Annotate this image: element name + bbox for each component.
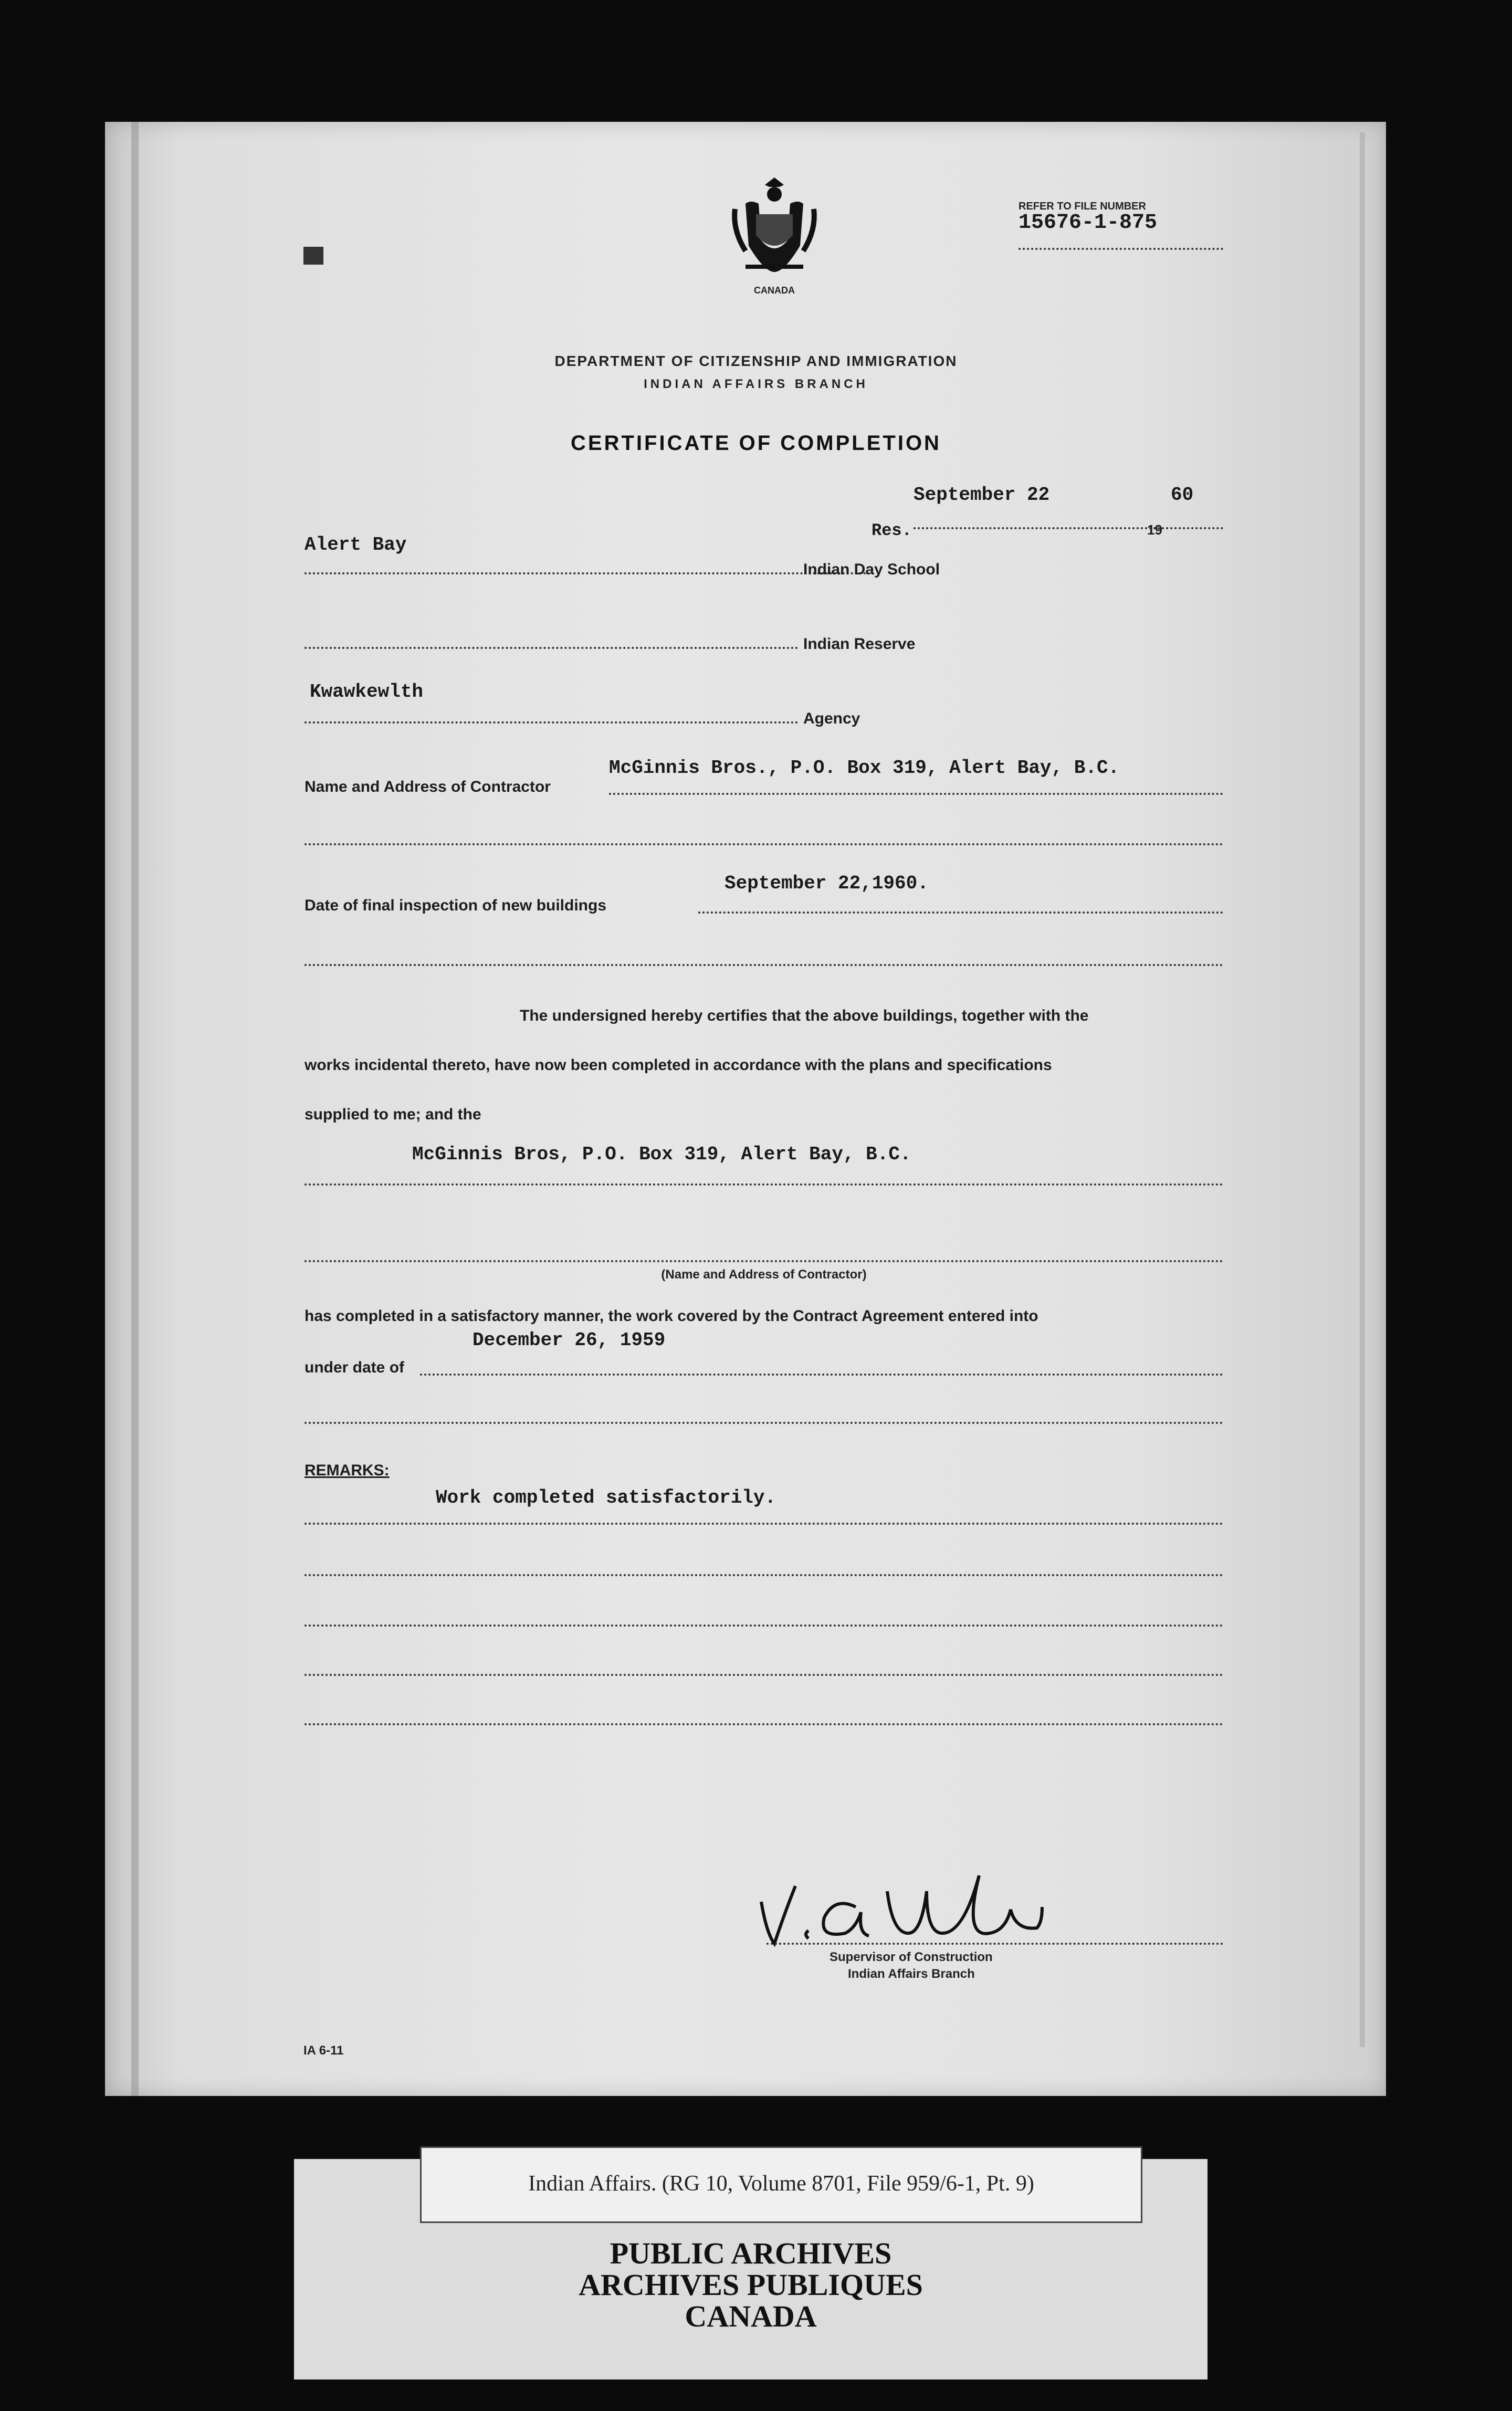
inspection-value: September 22,1960. [724,873,929,894]
date-year: 60 [1171,484,1194,506]
ink-blot [303,247,323,265]
contractor-line-2 [304,843,1223,845]
school-line [304,572,866,574]
remarks-line [304,1624,1223,1627]
certificate-document [105,122,1386,2096]
under-date-line-2 [304,1422,1223,1424]
certification-line-1: The undersigned hereby certifies that the above buildings, together with the [520,1007,1089,1024]
signature-branch: Indian Affairs Branch [848,1967,975,1981]
archive-line-3: CANADA [685,2299,817,2333]
certification-line-2: works incidental thereto, have now been completed in accordance with the plans and specifications [304,1056,1052,1074]
date-century: 19 [1147,522,1162,538]
under-date-label: under date of [304,1359,405,1376]
archive-line-2: ARCHIVES PUBLIQUES [579,2268,923,2302]
contractor-value: McGinnis Bros., P.O. Box 319, Alert Bay, B.C. [609,757,1120,779]
file-number-line [1018,248,1223,250]
certification-line-3: supplied to me; and the [304,1106,481,1123]
remarks-line [304,1574,1223,1576]
refer-label: REFER TO FILE NUMBER [1018,201,1146,212]
school-label: Indian Day School [803,561,940,578]
signature-title: Supervisor of Construction [830,1950,993,1964]
remarks-line [304,1523,1223,1525]
contractor-line [609,793,1223,795]
certified-contractor-line [304,1183,1223,1186]
archive-line-1: PUBLIC ARCHIVES [610,2236,892,2270]
archive-reference-tab [420,2146,1142,2223]
agency-value: Kwawkewlth [310,681,424,703]
branch-name: INDIAN AFFAIRS BRANCH [644,377,868,391]
school-correction: Res. [872,521,912,540]
page-fold [131,122,139,2096]
inspection-label: Date of final inspection of new buildings [304,897,607,914]
certified-contractor-line-2 [304,1260,1223,1262]
school-value: Alert Bay [304,534,407,555]
date-line [914,527,1223,529]
contractor-caption: (Name and Address of Contractor) [661,1267,867,1282]
form-number: IA 6-11 [303,2043,344,2058]
under-date-line [420,1374,1223,1376]
certification-line-4: has completed in a satisfactory manner, the work covered by the Contract Agreement entered into [304,1307,1038,1325]
agency-line [304,721,798,724]
archive-stamp [294,2238,1208,2332]
under-date-value: December 26, 1959 [472,1329,666,1351]
page-title: CERTIFICATE OF COMPLETION [571,432,941,455]
page-fold [1360,132,1365,2047]
signature-line [766,1943,1223,1945]
date-month-day: September 22 [914,484,1050,506]
archive-reference: Indian Affairs. (RG 10, Volume 8701, File 959/6-1, Pt. 9) [528,2172,1034,2196]
crest-caption: CANADA [754,285,795,296]
reserve-line [304,647,798,649]
certified-contractor-value: McGinnis Bros, P.O. Box 319, Alert Bay, B.C. [412,1144,911,1165]
agency-label: Agency [803,710,860,727]
contractor-label: Name and Address of Contractor [304,778,551,795]
coat-of-arms-icon [724,172,824,298]
reserve-label: Indian Reserve [803,635,916,653]
remarks-label: REMARKS: [304,1462,390,1479]
inspection-line-2 [304,964,1223,966]
inspection-line [698,911,1223,914]
signature [751,1870,1118,1954]
remarks-line [304,1723,1223,1725]
remarks-text: Work completed satisfactorily. [436,1487,776,1508]
remarks-line [304,1674,1223,1676]
department-name: DEPARTMENT OF CITIZENSHIP AND IMMIGRATION [554,353,958,369]
file-number: 15676-1-875 [1018,211,1158,235]
